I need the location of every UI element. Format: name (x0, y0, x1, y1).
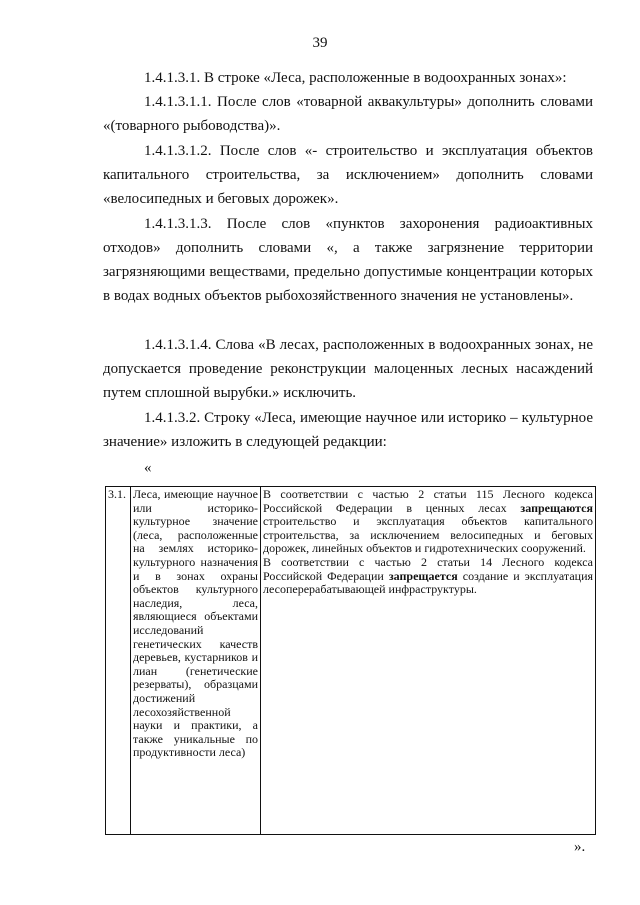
opening-quote: « (144, 460, 152, 476)
regulation-text-cell (261, 487, 596, 835)
emphasis-prohibited: запрещается (388, 568, 458, 583)
regulation-paragraph-1 (263, 488, 593, 556)
regulation-paragraph-2 (263, 556, 593, 597)
closing-quote: ». (574, 839, 586, 855)
page-number: 39 (312, 35, 328, 51)
forest-regulation-table (105, 486, 596, 835)
paragraph-1-4-1-3-1-2: 1.4.1.3.1.2. После слов «- строительство и эксплуатация объектов капитального строительства, за исключением» дополнить словами «велосипедных и беговых дорожек». (103, 143, 593, 207)
table-row (106, 487, 596, 835)
row-number-cell: 3.1. (106, 487, 131, 835)
paragraph-1-4-1-3-1-4: 1.4.1.3.1.4. Слова «В лесах, расположенных в водоохранных зонах, не допускается проведение реконструкции малоценных лесных насаждений путем сплошной вырубки.» исключить. (103, 337, 593, 401)
regulation-text: строительство и эксплуатация объектов капитального строительства, за исключением велосипедных и беговых дорожек, линейных объектов и гидротехнических сооружений. (263, 514, 593, 556)
emphasis-prohibited: запрещаются (520, 500, 593, 515)
paragraph-1-4-1-3-1: 1.4.1.3.1. В строке «Леса, расположенные в водоохранных зонах»: (144, 70, 567, 86)
regulation-text: В соответствии с частью 2 статьи 14 Лесного кодекса Российской Федерации (263, 554, 593, 583)
regulation-text: В соответствии с частью 2 статьи 115 Лесного кодекса Российской Федерации в ценных лесах (263, 487, 593, 515)
paragraph-1-4-1-3-2: 1.4.1.3.2. Строку «Леса, имеющие научное или историко – культурное значение» изложить в следующей редакции: (103, 410, 593, 450)
forest-category-cell: Леса, имеющие научное или историко-культурное значение (леса, расположенные на землях историко-культурного назначения и в зонах охраны объектов культурного наследия, леса, являющиеся объектами исследований генетических качеств деревьев, кустарников и лиан (генетические резерваты), образцами достижений лесохозяйственной науки и практики, а также уникальные по продуктивности леса) (131, 487, 261, 835)
regulation-text: создание и эксплуатация лесоперерабатывающей инфраструктуры. (263, 568, 594, 597)
paragraph-1-4-1-3-1-3: 1.4.1.3.1.3. После слов «пунктов захоронения радиоактивных отходов» дополнить словами «, а также загрязнение территории загрязняющими веществами, предельно допустимые концентрации которых в водах водных объектов рыбохозяйственного значения не установлены». (103, 216, 593, 304)
paragraph-1-4-1-3-1-1: 1.4.1.3.1.1. После слов «товарной аквакультуры» дополнить словами «(товарного рыбоводства)». (103, 94, 593, 134)
